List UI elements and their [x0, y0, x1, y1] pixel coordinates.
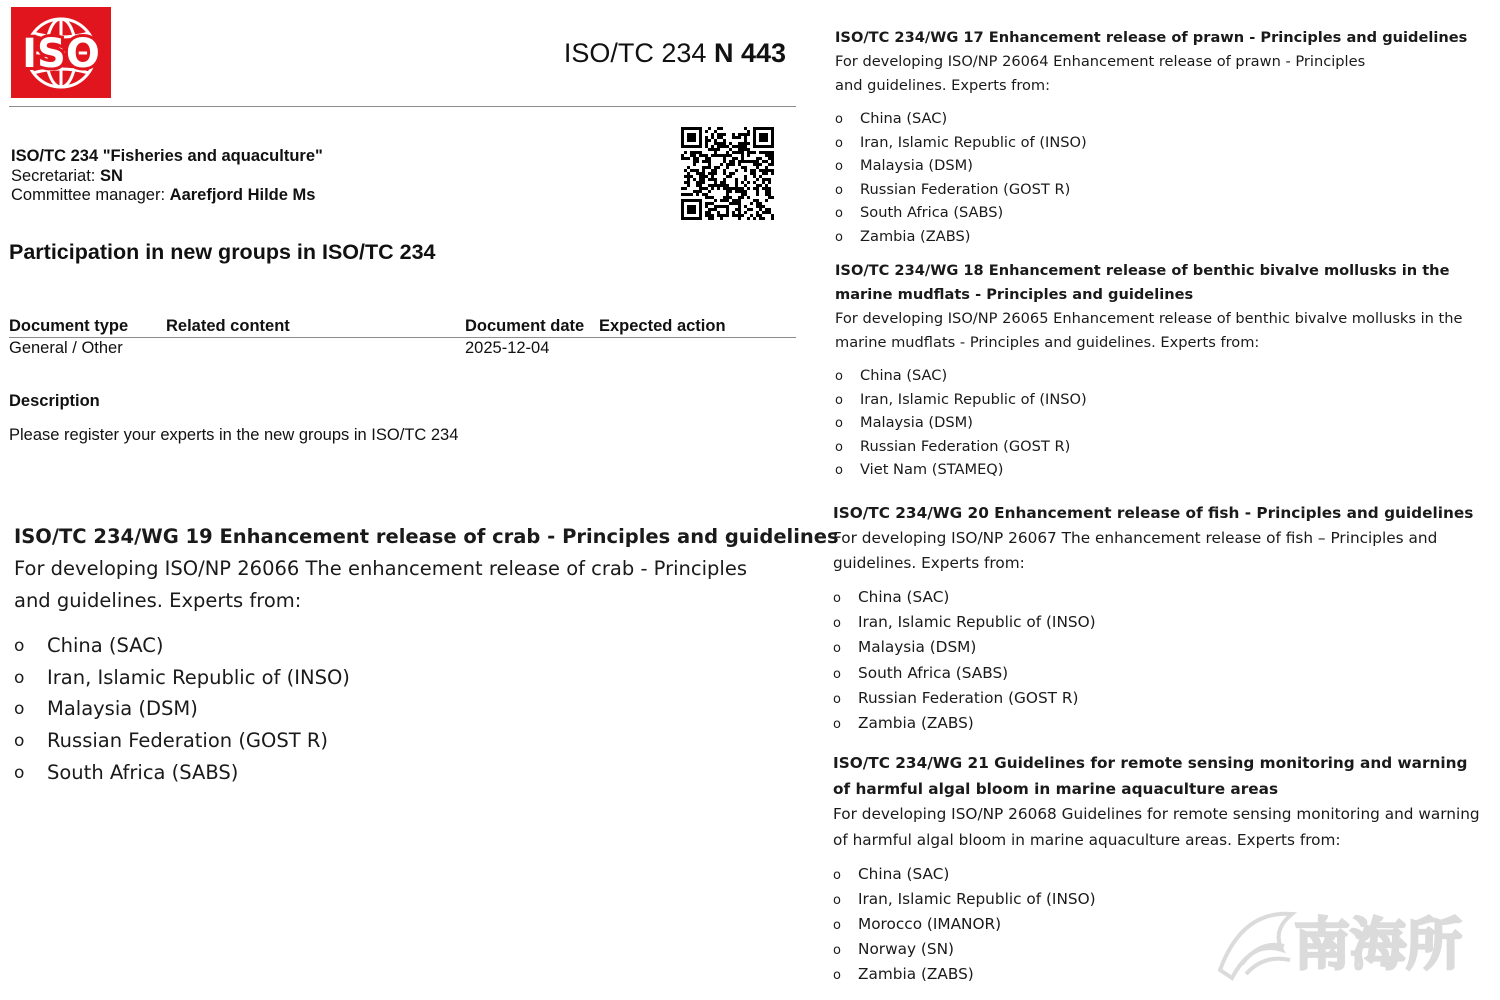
watermark-logo-icon [1212, 900, 1497, 986]
iso-globe-icon [11, 7, 111, 98]
list-item [835, 364, 1485, 388]
committee-info [11, 147, 323, 206]
wg20-section [833, 501, 1498, 736]
expert-name: Russian Federation (GOST R) [858, 688, 1079, 707]
bullet-icon: o [835, 392, 843, 408]
list-item [833, 585, 1498, 610]
list-item [835, 154, 1500, 178]
wg17-expert-list [835, 107, 1500, 248]
bullet-icon: o [14, 636, 25, 656]
bullet-icon: o [835, 159, 843, 174]
bullet-icon: o [835, 206, 843, 221]
expert-name: Iran, Islamic Republic of (INSO) [860, 133, 1087, 151]
expert-name: Zambia (ZABS) [860, 227, 971, 245]
secretariat-value: SN [99, 166, 123, 185]
list-item [14, 630, 789, 662]
expert-name: China (SAC) [858, 588, 950, 606]
secretariat-label: Secretariat: [11, 166, 100, 185]
bullet-icon: o [835, 229, 843, 245]
meta-document-type: General / Other [9, 339, 123, 357]
bullet-icon: o [14, 762, 25, 783]
wg20-expert-list [833, 585, 1498, 736]
bullet-icon: o [833, 893, 841, 909]
expert-name: South Africa (SABS) [858, 663, 1009, 682]
bullet-icon: o [833, 591, 841, 606]
list-item [835, 178, 1500, 202]
wg18-title: ISO/TC 234/WG 18 Enhancement release of benthic bivalve mollusks in the marine mudflats - Principles and guidelines [835, 262, 1450, 303]
manager-line [11, 186, 323, 206]
expert-name: Russian Federation (GOST R) [47, 729, 329, 753]
bullet-icon: o [835, 416, 843, 431]
expert-name: Iran, Islamic Republic of (INSO) [47, 665, 350, 689]
bullet-icon: o [835, 135, 843, 151]
list-item [835, 435, 1485, 459]
list-item [833, 862, 1498, 887]
wg21-description: For developing ISO/NP 26068 Guidelines for remote sensing monitoring and warning of harmful algal bloom in marine aquaculture areas. Experts from: [833, 805, 1480, 849]
bullet-icon: o [833, 616, 841, 632]
bullet-icon: o [835, 439, 843, 455]
expert-name: China (SAC) [860, 367, 948, 384]
document-reference [564, 38, 786, 69]
list-item [835, 411, 1485, 435]
bullet-icon: o [835, 112, 843, 127]
expert-name: Malaysia (DSM) [858, 638, 977, 657]
expert-name: Malaysia (DSM) [47, 697, 198, 721]
bullet-icon: o [833, 968, 841, 984]
list-item [835, 201, 1500, 225]
bullet-icon: o [833, 717, 841, 733]
manager-value: Aarefjord Hilde Ms [169, 186, 316, 204]
list-item [833, 635, 1498, 660]
expert-name: Viet Nam (STAMEQ) [860, 461, 1004, 478]
expert-name: Zambia (ZABS) [858, 714, 974, 733]
list-item [835, 458, 1485, 482]
page-title: Participation in new groups in ISO/TC 234 [9, 240, 436, 264]
secretariat-line [11, 167, 323, 187]
meta-header-expected-action: Expected action [599, 317, 726, 335]
bullet-icon: o [835, 463, 843, 478]
wg18-expert-list [835, 364, 1485, 482]
list-item [833, 686, 1498, 711]
expert-name: Iran, Islamic Republic of (INSO) [860, 390, 1087, 408]
list-item [835, 131, 1500, 155]
committee-name: ISO/TC 234 "Fisheries and aquaculture" [11, 147, 323, 165]
bullet-icon: o [835, 182, 843, 198]
expert-name: China (SAC) [47, 634, 164, 657]
doc-ref-prefix: ISO/TC 234 [563, 38, 714, 68]
bullet-icon: o [833, 868, 841, 883]
expert-name: Iran, Islamic Republic of (INSO) [858, 890, 1096, 909]
meta-header-document-type: Document type [9, 317, 129, 335]
expert-name: South Africa (SABS) [47, 760, 239, 784]
list-item [14, 693, 789, 725]
expert-name: Norway (SN) [858, 940, 954, 959]
wg17-section [835, 26, 1500, 248]
bullet-icon: o [833, 918, 841, 934]
description-label: Description [9, 392, 100, 410]
expert-name: Russian Federation (GOST R) [860, 437, 1071, 455]
iso-logo [11, 7, 111, 98]
expert-name: Malaysia (DSM) [860, 157, 973, 174]
wg19-title: ISO/TC 234/WG 19 Enhancement release of crab - Principles and guidelines [14, 525, 839, 548]
expert-name: China (SAC) [860, 110, 948, 127]
bullet-icon: o [833, 943, 841, 959]
list-item [835, 225, 1500, 249]
wg19-section [14, 521, 839, 789]
qr-code-icon [681, 127, 774, 220]
wg21-title: ISO/TC 234/WG 21 Guidelines for remote sensing monitoring and warning of harmful algal bloom in marine aquaculture areas [833, 754, 1468, 798]
list-item [833, 661, 1498, 686]
doc-ref-number: N 443 [713, 38, 786, 68]
bullet-icon: o [835, 369, 843, 384]
list-item [835, 388, 1485, 412]
meta-divider [9, 337, 796, 338]
wg20-description: For developing ISO/NP 26067 The enhancement release of fish – Principles and guidelines. Experts from: [833, 529, 1438, 572]
expert-name: Morocco (IMANOR) [858, 915, 1002, 934]
list-item [14, 725, 789, 757]
list-item [833, 610, 1498, 635]
list-item [833, 711, 1498, 736]
wg19-description: For developing ISO/NP 26066 The enhancement release of crab - Principles and guidelines. Experts from: [14, 557, 747, 612]
svg-text:南海所: 南海所 [1294, 913, 1462, 978]
expert-name: Malaysia (DSM) [860, 414, 973, 431]
wg17-description: For developing ISO/NP 26064 Enhancement release of prawn - Principles and guidelines. Experts from: [835, 53, 1366, 94]
bullet-icon: o [833, 641, 841, 657]
bullet-icon: o [14, 667, 25, 688]
wg18-description: For developing ISO/NP 26065 Enhancement release of benthic bivalve mollusks in the marine mudflats - Principles and guidelines. Experts from: [835, 310, 1463, 351]
expert-name: Russian Federation (GOST R) [860, 180, 1071, 198]
wg18-section [835, 259, 1485, 482]
list-item [14, 662, 789, 694]
wg19-expert-list [14, 630, 789, 789]
meta-header-related-content: Related content [166, 317, 290, 335]
meta-header-document-date: Document date [465, 317, 585, 335]
expert-name: Zambia (ZABS) [858, 965, 974, 984]
expert-name: South Africa (SABS) [860, 204, 1004, 221]
meta-document-date: 2025-12-04 [465, 339, 550, 357]
description-text: Please register your experts in the new groups in ISO/TC 234 [9, 426, 459, 444]
bullet-icon: o [833, 666, 841, 682]
bullet-icon: o [14, 731, 25, 752]
header-divider [9, 106, 796, 107]
bullet-icon: o [833, 691, 841, 707]
wg20-title: ISO/TC 234/WG 20 Enhancement release of fish - Principles and guidelines [833, 504, 1474, 522]
expert-name: China (SAC) [858, 865, 950, 883]
list-item [835, 107, 1500, 131]
svg-text:ISO: ISO [22, 31, 100, 77]
bullet-icon: o [14, 699, 25, 720]
list-item [14, 757, 789, 789]
wg17-title: ISO/TC 234/WG 17 Enhancement release of prawn - Principles and guidelines [835, 29, 1468, 46]
manager-label: Committee manager: [11, 186, 170, 204]
expert-name: Iran, Islamic Republic of (INSO) [858, 613, 1096, 632]
qr-modules [681, 127, 774, 220]
